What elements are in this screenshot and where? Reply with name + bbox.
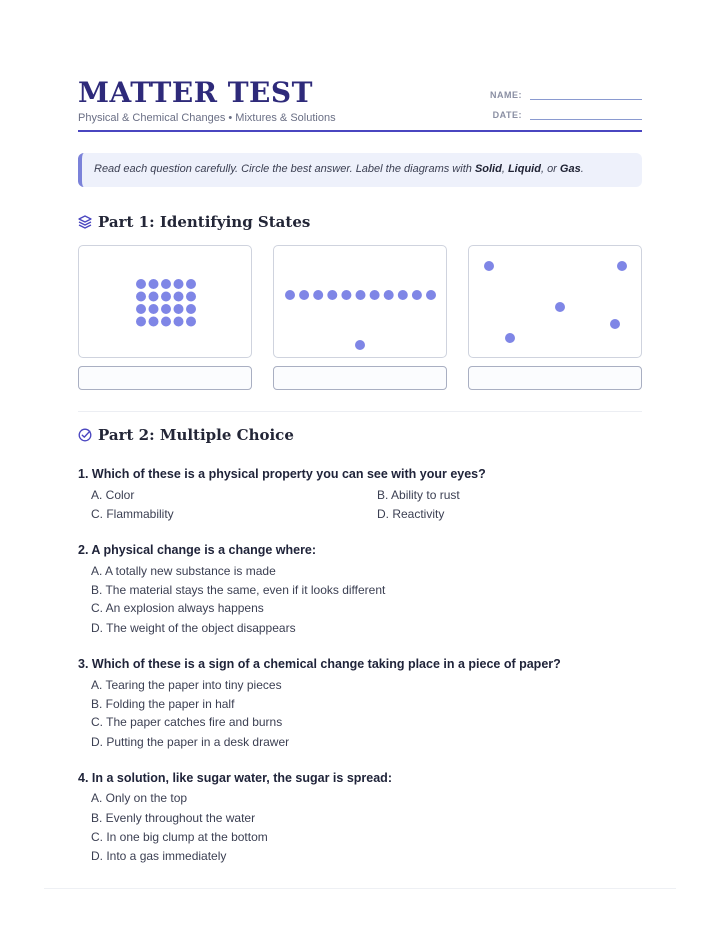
gas-particles xyxy=(469,246,643,359)
question-1: 1. Which of these is a physical property you can see with your eyes? xyxy=(78,467,486,481)
liquid-term: Liquid xyxy=(507,163,541,175)
header-rule xyxy=(78,130,642,132)
q1-option-d[interactable]: D. Reactivity xyxy=(377,507,445,521)
q2-option-a[interactable]: A. A totally new substance is made xyxy=(91,564,276,578)
instructions-text: Read each question carefully. Circle the best answer. Label the diagrams with xyxy=(94,163,475,175)
q3-option-a[interactable]: A. Tearing the paper into tiny pieces xyxy=(91,678,282,692)
page-subtitle: Physical & Chemical Changes • Mixtures & Solutions xyxy=(78,112,336,124)
q4-option-c[interactable]: C. In one big clump at the bottom xyxy=(91,830,268,844)
name-field[interactable] xyxy=(486,90,642,100)
question-4: 4. In a solution, like sugar water, the sugar is spread: xyxy=(78,771,392,785)
q4-option-d[interactable]: D. Into a gas immediately xyxy=(91,849,227,863)
q1-option-b[interactable]: B. Ability to rust xyxy=(377,488,460,502)
instructions-box xyxy=(78,153,642,187)
q2-option-c[interactable]: C. An explosion always happens xyxy=(91,601,264,615)
q3-option-b[interactable]: B. Folding the paper in half xyxy=(91,697,235,711)
liquid-particles xyxy=(274,246,448,359)
name-label: NAME: xyxy=(490,90,522,100)
gas-term: Gas xyxy=(559,163,581,175)
gas-label-field[interactable] xyxy=(468,366,642,390)
check-circle-icon xyxy=(78,428,92,442)
section-divider xyxy=(78,411,642,412)
page-title: MATTER TEST xyxy=(78,76,313,109)
q4-option-a[interactable]: A. Only on the top xyxy=(91,791,188,805)
instructions-end: . xyxy=(580,163,584,175)
part1-title: Part 1: Identifying States xyxy=(98,213,311,231)
question-3: 3. Which of these is a sign of a chemical change taking place in a piece of paper? xyxy=(78,657,561,671)
solid-label-field[interactable] xyxy=(78,366,252,390)
q1-option-c[interactable]: C. Flammability xyxy=(91,507,174,521)
date-line[interactable] xyxy=(530,119,642,120)
q2-option-d[interactable]: D. The weight of the object disappears xyxy=(91,621,296,635)
solid-diagram xyxy=(78,245,252,358)
q3-option-c[interactable]: C. The paper catches fire and burns xyxy=(91,715,283,729)
footer-divider xyxy=(44,888,676,889)
date-label: DATE: xyxy=(492,110,522,120)
question-2: 2. A physical change is a change where: xyxy=(78,543,317,557)
liquid-label-field[interactable] xyxy=(273,366,447,390)
part2-title: Part 2: Multiple Choice xyxy=(98,426,294,444)
solid-term: Solid xyxy=(474,163,502,175)
date-field[interactable] xyxy=(486,110,642,120)
part1-heading xyxy=(78,213,310,231)
instructions-sep: , or xyxy=(540,163,560,175)
layers-icon xyxy=(78,215,92,229)
instructions-sep: , xyxy=(501,163,508,175)
q1-option-a[interactable]: A. Color xyxy=(91,488,135,502)
q3-option-d[interactable]: D. Putting the paper in a desk drawer xyxy=(91,735,290,749)
part2-heading xyxy=(78,426,294,444)
name-line[interactable] xyxy=(530,99,642,100)
q4-option-b[interactable]: B. Evenly throughout the water xyxy=(91,811,256,825)
gas-diagram xyxy=(468,245,642,358)
liquid-diagram xyxy=(273,245,447,358)
solid-particles xyxy=(79,246,253,359)
q2-option-b[interactable]: B. The material stays the same, even if it looks different xyxy=(91,583,386,597)
